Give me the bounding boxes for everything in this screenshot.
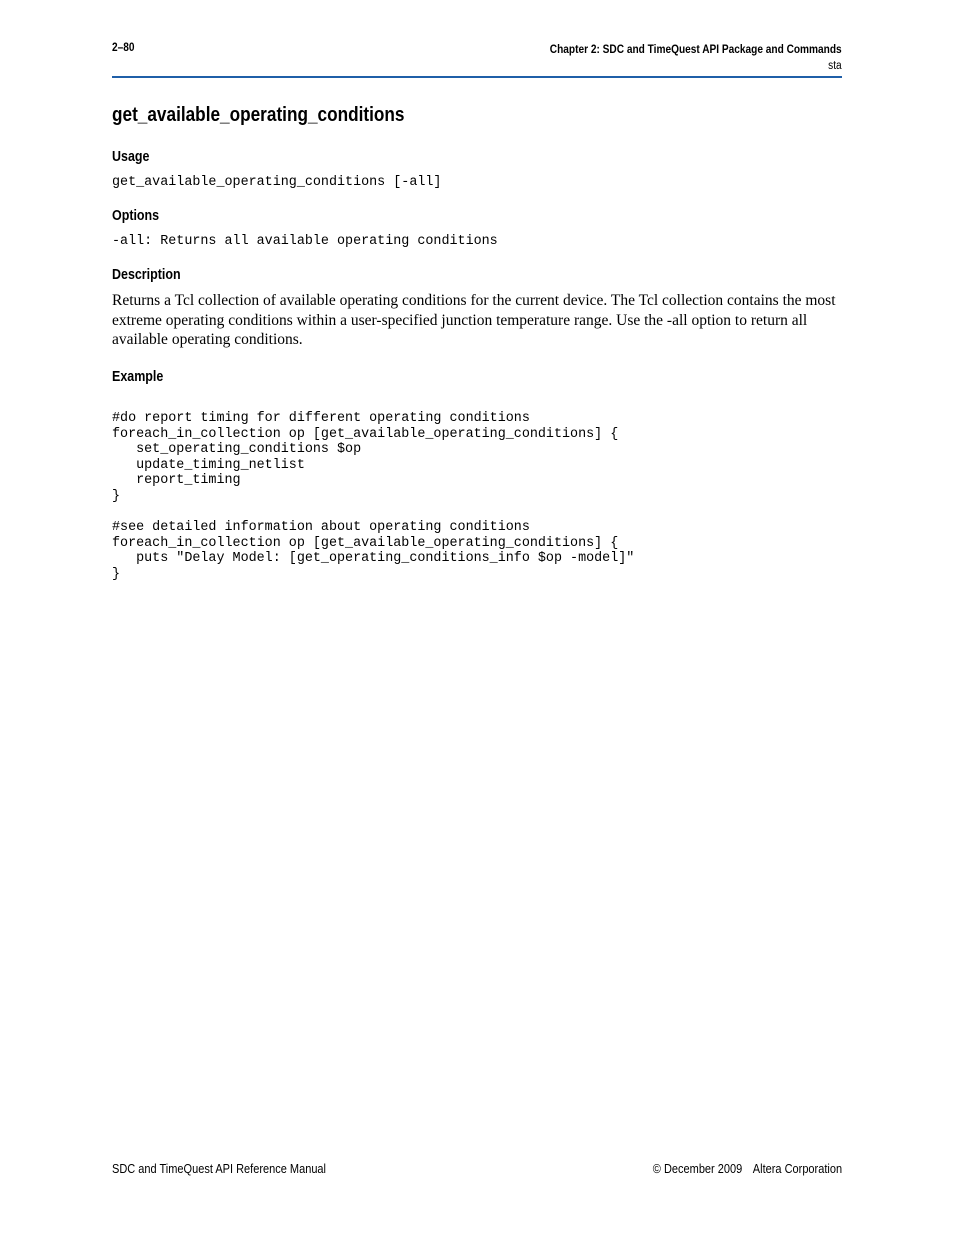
- chapter-title: Chapter 2: SDC and TimeQuest API Package and Commands: [550, 44, 842, 56]
- page-number: 2–80: [112, 42, 135, 54]
- example-code: #do report timing for different operating conditions foreach_in_collection op [get_available_operating_conditions] { set_operating_conditions $op update_timing_netlist report_timing } #see detailed information about operating conditions foreach_in_collection op [get_available_operating_conditions] { puts "Delay Model: [get_operating_conditions_info $op -model]" }: [112, 411, 635, 582]
- example-heading: Example: [112, 369, 164, 385]
- usage-code: get_available_operating_conditions [-all]: [112, 175, 442, 190]
- footer-date: © December 2009: [652, 1162, 743, 1176]
- options-heading: Options: [112, 208, 160, 224]
- options-code: -all: Returns all available operating conditions: [112, 234, 498, 249]
- footer-right: [653, 1162, 842, 1176]
- description-text: Returns a Tcl collection of available operating conditions for the current device. The Tcl collection contains the most extreme operating conditions within a user-specified junction temperature range. Use the -all option to return all available operating conditions.: [112, 292, 836, 349]
- footer-company: Altera Corporation: [752, 1162, 842, 1176]
- running-header: [510, 42, 842, 74]
- usage-heading: Usage: [112, 149, 150, 165]
- description-heading: Description: [112, 267, 181, 283]
- header-rule: [112, 76, 842, 78]
- page-title: get_available_operating_conditions: [112, 104, 405, 126]
- footer-manual-title: SDC and TimeQuest API Reference Manual: [112, 1162, 327, 1176]
- section-name: sta: [828, 60, 842, 72]
